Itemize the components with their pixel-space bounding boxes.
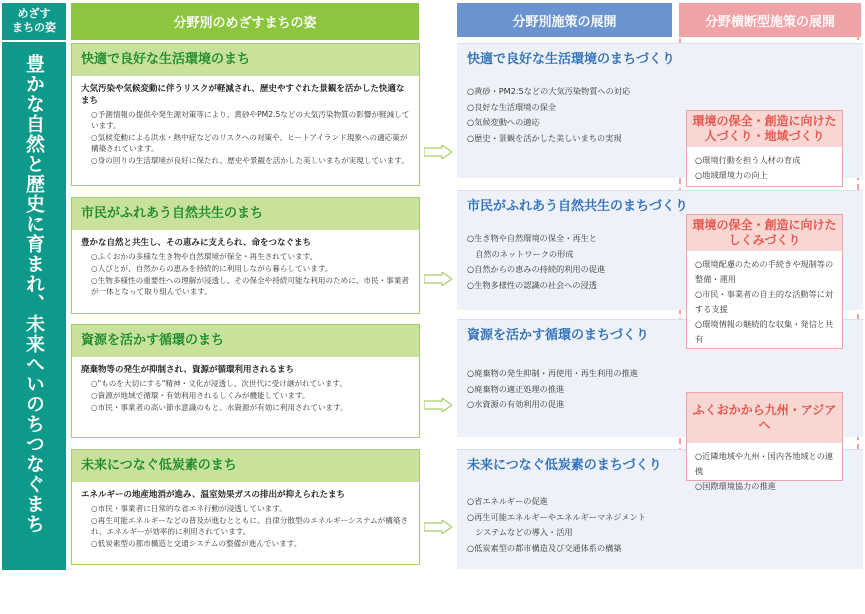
cross-item: ○国際環境協力の推進: [695, 481, 776, 491]
goal-bullet: ○資源が地域で循環・有効利用されるしくみが機能しています。: [91, 391, 310, 400]
measure-title-3: 資源を活かす循環のまちづくり: [467, 328, 649, 343]
measure-item: ○自然からの恵みの持続的利用の促進: [467, 264, 606, 274]
measure-item: ○黄砂・PM2.5などの大気汚染物質への対応: [467, 86, 631, 96]
goal-bullet: ○気候変動による洪水・熱中症などのリスクへの対策や、ヒートアイランド現象への適応策が構築されています。: [91, 133, 408, 153]
goal-bullet: ○人びとが、自然からの恵みを持続的に利用しながら暮らしています。: [91, 264, 333, 273]
cross-item: ○近隣地域や九州・国内各地域との連携: [695, 451, 834, 476]
measure-title-1: 快適で良好な生活環境のまちづくり: [467, 52, 675, 67]
cross-item: ○環境情報の継続的な収集・発信と共有: [695, 319, 834, 344]
goal-title-2: 市民がふれあう自然共生のまち: [72, 198, 419, 230]
goal-bullet: ○市民・事業者の高い節水意識のもと、水資源が有効に利用されています。: [91, 403, 348, 412]
goal-box-3: [71, 324, 420, 438]
cross-item: ○市民・事業者の自主的な活動等に対する支援: [695, 289, 834, 314]
goal-bullet: ○"ものを大切にする"精神・文化が浸透し、次世代に受け継がれています。: [91, 379, 347, 388]
measure-item: システムなどの導入・活用: [467, 527, 573, 537]
goal-lead-1: 大気汚染や気候変動に伴うリスクが軽減され、歴史やすぐれた景観を活かした快適なまち: [81, 84, 405, 106]
goal-bullet: ○低炭素型の都市構造と交通システムの整備が進んでいます。: [91, 539, 302, 548]
measure-item: ○低炭素型の都市構造及び交通体系の構築: [467, 542, 622, 553]
goal-box-2: [71, 197, 420, 314]
cross-item: ○環境行動を担う人材の育成: [695, 155, 801, 165]
goal-title-1: 快適で良好な生活環境のまち: [72, 44, 419, 76]
cross-title-1: 環境の保全・創造に向けた人づくり・地域づくり: [687, 111, 842, 147]
cross-box-2: [686, 214, 843, 349]
goal-lead-3: 廃棄物等の発生が抑制され、資源が循環利用されるまち: [81, 365, 295, 375]
goal-title-4: 未来につなぐ低炭素のまち: [72, 450, 419, 482]
measure-item: ○再生可能エネルギーやエネルギーマネジメント: [467, 511, 646, 522]
cross-box-3: [686, 392, 843, 491]
goal-header: 分野別のめざすまちの姿: [71, 3, 419, 40]
measure-item: ○歴史・景観を活かした美しいまちの実現: [467, 132, 622, 143]
vision-panel: [2, 42, 66, 570]
cross-item: ○地域環境力の向上: [695, 170, 768, 180]
measure-item: ○水資源の有効利用の促進: [467, 399, 565, 409]
cross-title-2: 環境の保全・創造に向けたしくみづくり: [687, 215, 842, 251]
measure-title-4: 未来につなぐ低炭素のまちづくり: [467, 458, 662, 473]
goal-bullet: ○ふくおかの多様な生き物や自然環境が保全・再生されています。: [91, 252, 318, 261]
arrow-icon: [424, 145, 452, 159]
cross-title-3: ふくおかから九州・アジアへ: [687, 393, 842, 443]
cross-header: 分野横断型施策の展開: [679, 3, 861, 37]
vision-text: 豊かな自然と歴史に育まれ、未来へいのちつなぐまち: [23, 54, 45, 534]
measure-title-2: 市民がふれあう自然共生のまちづくり: [467, 199, 688, 214]
arrow-icon: [424, 520, 452, 534]
measure-item: ○省エネルギーの促進: [467, 496, 548, 506]
arrow-icon: [424, 272, 452, 286]
measure-item: ○廃棄物の適正処理の推進: [467, 383, 565, 394]
measure-item: ○生物多様性の認識の社会への浸透: [467, 279, 597, 290]
goal-bullet: ○再生可能エネルギーなどの普及が進むとともに、自律分散型のエネルギーシステムが構築され、エネルギーが効率的に利用されています。: [91, 516, 409, 536]
measure-item: ○良好な生活環境の保全: [467, 101, 557, 112]
goal-lead-2: 豊かな自然と共生し、その恵みに支えられ、命をつなぐまち: [81, 238, 312, 248]
measure-item: ○気候変動への適応: [467, 117, 540, 127]
measure-header: 分野別施策の展開: [457, 3, 672, 37]
cross-box-1: [686, 110, 843, 187]
goal-lead-4: エネルギーの地産地消が進み、温室効果ガスの排出が抑えられたまち: [81, 490, 346, 500]
cross-item: ○環境配慮のための手続きや規制等の整備・運用: [695, 259, 834, 284]
vision-header: めざす まちの姿: [2, 3, 66, 40]
goal-bullet: ○身の回りの生活環境が良好に保たれ、歴史や景観を活かした美しいまちが実現しています。: [91, 156, 409, 165]
arrow-icon: [424, 398, 452, 412]
goal-box-1: [71, 43, 420, 186]
goal-title-3: 資源を活かす循環のまち: [72, 325, 419, 357]
measure-item: ○生き物や自然環境の保全・再生と: [467, 233, 597, 243]
goal-box-4: [71, 449, 420, 565]
goal-bullet: ○予測情報の提供や発生源対策等により、黄砂やPM2.5などの大気汚染物質の影響が軽減しています。: [91, 110, 410, 130]
measure-item: ○廃棄物の発生抑制・再使用・再生利用の推進: [467, 368, 638, 378]
goal-bullet: ○生物多様性の重要性への理解が浸透し、その保全や持続可能な利用のために、市民・事業者が一体となって取り組んでいます。: [91, 276, 409, 296]
measure-item: 自然のネットワークの形成: [467, 248, 574, 259]
goal-bullet: ○市民・事業者に日常的な省エネ行動が浸透しています。: [91, 504, 287, 513]
